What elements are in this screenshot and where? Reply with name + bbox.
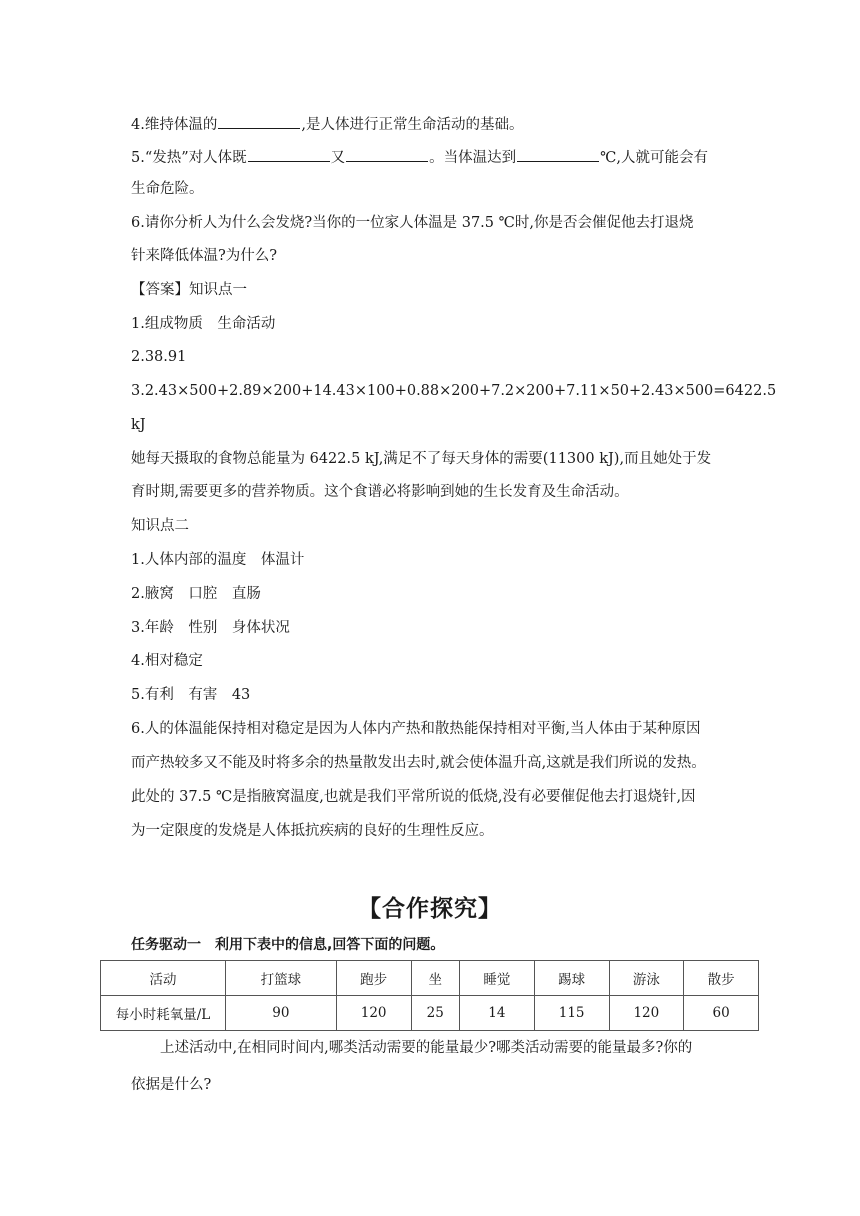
fill-blank — [248, 146, 330, 162]
table-cell: 14 — [460, 996, 535, 1031]
section-title: 【合作探究】 — [358, 896, 502, 922]
answer-k2-1: 1.人体内部的温度 体温计 — [131, 552, 305, 568]
question-5-text: 又 — [330, 150, 346, 166]
table-cell: 睡觉 — [460, 961, 535, 996]
question-4-text-end: ,是人体进行正常生命活动的基础。 — [301, 117, 524, 133]
table-cell: 活动 — [101, 961, 226, 996]
question-line-2: 依据是什么? — [131, 1077, 212, 1093]
question-5 — [131, 146, 731, 168]
answer-k1-2: 2.38.91 — [131, 349, 187, 365]
answer-k2-6-line-2: 而产热较多又不能及时将多余的热量散发出去时,就会使体温升高,这就是我们所说的发热。 — [131, 755, 706, 771]
table-cell: 60 — [684, 996, 759, 1031]
table-cell: 踢球 — [534, 961, 609, 996]
question-5-text: 。当体温达到 — [429, 150, 517, 166]
table-cell: 115 — [534, 996, 609, 1031]
answer-k2-6-line-3: 此处的 37.5 ℃是指腋窝温度,也就是我们平常所说的低烧,没有必要催促他去打退烧针,因 — [131, 789, 696, 805]
question-6-line-1: 6.请你分析人为什么会发烧?当你的一位家人体温是 37.5 ℃时,你是否会催促他去打退烧 — [131, 215, 694, 231]
answer-k2-3: 3.年龄 性别 身体状况 — [131, 620, 290, 636]
table-cell: 跑步 — [336, 961, 411, 996]
task-instruction: 任务驱动一 利用下表中的信息,回答下面的问题。 — [131, 937, 445, 953]
answer-k2-5: 5.有利 有害 43 — [131, 687, 251, 703]
question-5-text: 5.“发热”对人体既 — [131, 150, 247, 166]
table-cell: 打篮球 — [226, 961, 337, 996]
k2-header: 知识点二 — [131, 518, 189, 534]
question-4 — [131, 113, 731, 135]
table-cell: 每小时耗氧量/L — [101, 996, 226, 1031]
table-cell: 90 — [226, 996, 337, 1031]
answer-k2-4: 4.相对稳定 — [131, 653, 203, 669]
table-cell: 坐 — [411, 961, 460, 996]
fill-blank — [517, 146, 599, 162]
fill-blank — [346, 146, 428, 162]
question-line-1: 上述活动中,在相同时间内,哪类活动需要的能量最少?哪类活动需要的能量最多?你的 — [160, 1040, 693, 1056]
answer-k2-6-line-1: 6.人的体温能保持相对稳定是因为人体内产热和散热能保持相对平衡,当人体由于某种原因 — [131, 721, 701, 737]
question-4-text-start: 4.维持体温的 — [131, 117, 218, 133]
answer-k1-1: 1.组成物质 生命活动 — [131, 316, 276, 332]
question-6-line-2: 针来降低体温?为什么? — [131, 248, 278, 264]
question-5-text: ℃,人就可能会有 — [600, 150, 709, 166]
answer-k1-3-line-2: kJ — [131, 417, 146, 433]
fill-blank — [218, 113, 300, 129]
table-cell: 120 — [609, 996, 684, 1031]
oxygen-consumption-table — [100, 960, 759, 1031]
answer-header: 【答案】知识点一 — [131, 282, 247, 298]
question-5-line-2: 生命危险。 — [131, 181, 204, 197]
answer-k2-6-line-4: 为一定限度的发烧是人体抵抗疾病的良好的生理性反应。 — [131, 823, 494, 839]
answer-k1-3-line-1: 3.2.43×500+2.89×200+14.43×100+0.88×200+7.2×200+7.11×50+2.43×500=6422.5 — [131, 383, 777, 399]
table-cell: 25 — [411, 996, 460, 1031]
answer-k1-paragraph-line-1: 她每天摄取的食物总能量为 6422.5 kJ,满足不了每天身体的需要(11300 kJ),而且她处于发 — [131, 451, 712, 467]
table-cell: 散步 — [684, 961, 759, 996]
table-row — [101, 996, 759, 1031]
table-header-row — [101, 961, 759, 996]
table-cell: 游泳 — [609, 961, 684, 996]
answer-k2-2: 2.腋窝 口腔 直肠 — [131, 586, 261, 602]
answer-k1-paragraph-line-2: 育时期,需要更多的营养物质。这个食谱必将影响到她的生长发育及生命活动。 — [131, 484, 629, 500]
table-cell: 120 — [336, 996, 411, 1031]
